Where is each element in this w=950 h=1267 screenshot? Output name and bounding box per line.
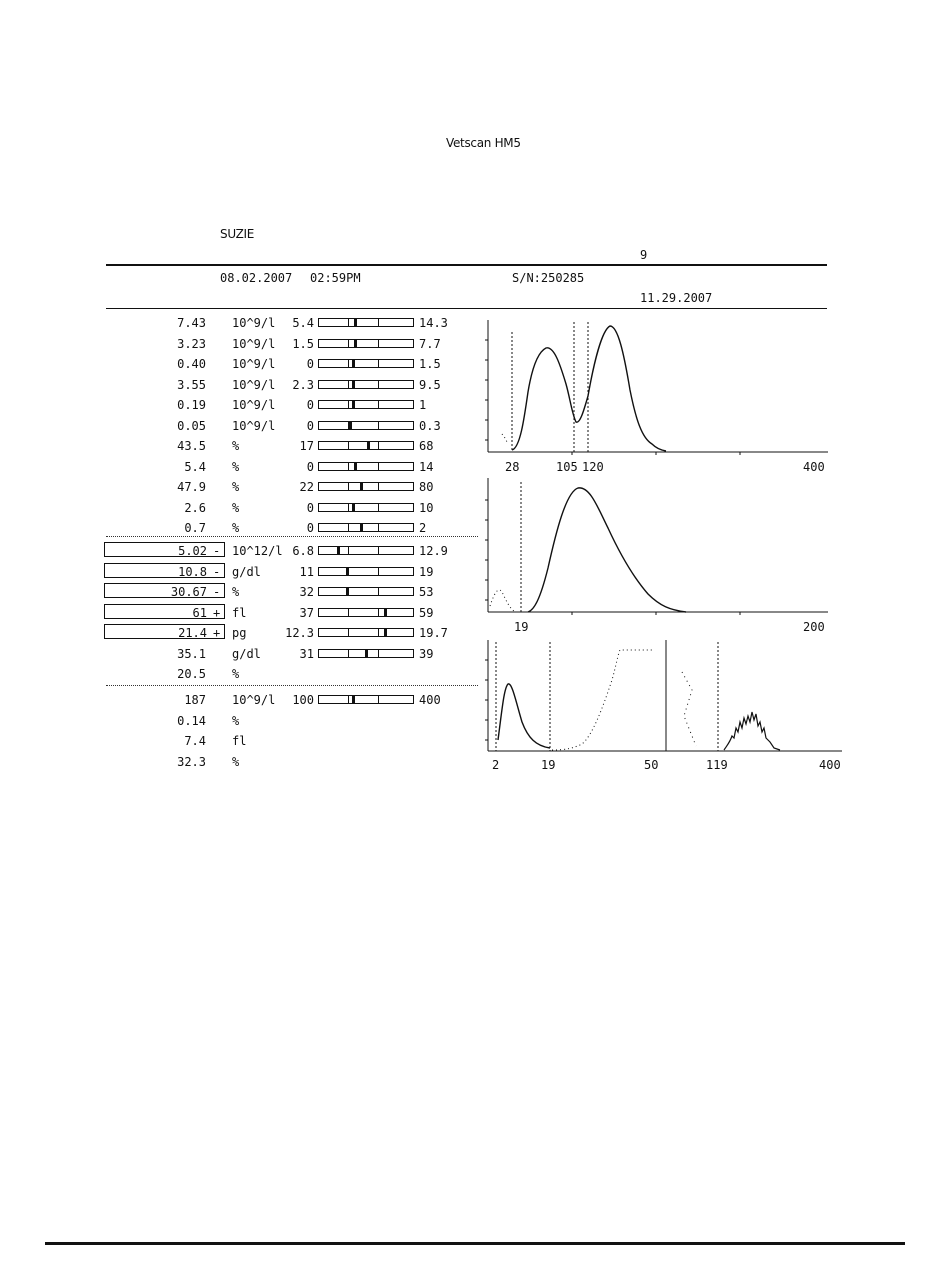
- range-marker: [360, 482, 363, 491]
- result-row: [0, 711, 470, 731]
- result-value: 0.7: [184, 521, 206, 535]
- range-bar: [318, 462, 414, 471]
- footer-rule: [45, 1242, 905, 1245]
- range-tick: [378, 422, 379, 429]
- range-low: 11: [299, 564, 314, 579]
- result-row: [0, 313, 470, 333]
- range-high: 2: [419, 521, 427, 535]
- result-unit: fl: [232, 605, 247, 620]
- range-marker: [354, 318, 357, 327]
- result-flag: -: [213, 585, 221, 599]
- result-row: [0, 375, 470, 395]
- range-marker: [346, 567, 349, 576]
- result-row: [0, 334, 470, 354]
- range-tick: [378, 463, 379, 470]
- result-unit: %: [232, 585, 240, 599]
- range-bar: [318, 482, 414, 491]
- range-tick: [348, 524, 349, 531]
- range-marker: [354, 339, 357, 348]
- result-unit: g/dl: [232, 646, 261, 661]
- range-bar: [318, 608, 414, 617]
- result-row: [0, 752, 470, 772]
- result-row: [0, 541, 470, 561]
- plt-tick-2: 2: [492, 758, 500, 772]
- range-tick: [378, 442, 379, 449]
- result-row: [0, 664, 470, 684]
- range-marker: [352, 380, 355, 389]
- result-unit: 10^9/l: [232, 377, 276, 392]
- range-high: 0.3: [419, 418, 441, 433]
- range-marker: [352, 503, 355, 512]
- range-tick: [378, 340, 379, 347]
- range-bar: [318, 628, 414, 637]
- result-row: [0, 623, 470, 643]
- result-value: 5.02: [178, 544, 207, 558]
- range-tick: [348, 340, 349, 347]
- range-tick: [378, 568, 379, 575]
- range-bar: [318, 318, 414, 327]
- result-row: [0, 457, 470, 477]
- result-value: 10.8: [178, 564, 207, 579]
- range-low: 0: [306, 398, 314, 412]
- range-tick: [378, 609, 379, 616]
- result-unit: 10^9/l: [232, 336, 276, 351]
- range-bar: [318, 523, 414, 532]
- range-low: 37: [299, 605, 314, 620]
- range-high: 1.5: [419, 357, 441, 371]
- result-value: 0.05: [177, 418, 206, 433]
- range-high: 19.7: [419, 626, 448, 640]
- range-tick: [348, 463, 349, 470]
- range-bar: [318, 546, 414, 555]
- range-high: 7.7: [419, 336, 441, 351]
- range-tick: [378, 588, 379, 595]
- result-row: [0, 395, 470, 415]
- range-low: 12.3: [285, 626, 314, 640]
- result-unit: %: [232, 521, 240, 535]
- range-tick: [378, 319, 379, 326]
- result-row: [0, 603, 470, 623]
- range-tick: [348, 381, 349, 388]
- range-bar: [318, 359, 414, 368]
- wbc-histogram: [485, 320, 828, 474]
- range-low: 6.8: [292, 544, 314, 558]
- range-tick: [378, 483, 379, 490]
- plt2-histogram: [666, 642, 842, 772]
- result-unit: pg: [232, 626, 247, 640]
- range-marker: [352, 695, 355, 704]
- rbc-tick-19: 19: [514, 620, 529, 634]
- result-unit: %: [232, 667, 240, 681]
- plt-tick-50: 50: [644, 758, 659, 772]
- range-bar: [318, 400, 414, 409]
- range-marker: [360, 523, 363, 532]
- result-row: [0, 731, 470, 751]
- range-tick: [348, 609, 349, 616]
- range-high: 10: [419, 500, 434, 515]
- result-unit: 10^9/l: [232, 418, 276, 433]
- result-flag: -: [213, 564, 221, 579]
- range-low: 0: [306, 357, 314, 371]
- result-value: 187: [184, 693, 206, 707]
- result-unit: 10^12/l: [232, 544, 283, 558]
- range-tick: [378, 524, 379, 531]
- result-value: 43.5: [177, 439, 206, 453]
- range-low: 0: [306, 521, 314, 535]
- result-unit: %: [232, 713, 240, 728]
- range-high: 53: [419, 585, 434, 599]
- plt2-tick-400: 400: [819, 758, 841, 772]
- group-divider: [106, 536, 478, 537]
- plt-tick-19: 19: [541, 758, 556, 772]
- range-marker: [384, 608, 387, 617]
- range-tick: [348, 442, 349, 449]
- result-value: 47.9: [177, 480, 206, 494]
- range-tick: [348, 650, 349, 657]
- range-low: 2.3: [292, 377, 314, 392]
- range-marker: [354, 462, 357, 471]
- range-marker: [365, 649, 368, 658]
- patient-name: SUZIE: [220, 227, 255, 241]
- range-high: 19: [419, 564, 434, 579]
- result-value: 0.40: [177, 357, 206, 371]
- plt-histogram: [485, 640, 666, 772]
- result-unit: 10^9/l: [232, 693, 276, 707]
- result-value: 20.5: [177, 667, 206, 681]
- range-bar: [318, 587, 414, 596]
- result-unit: 10^9/l: [232, 398, 276, 412]
- range-bar: [318, 567, 414, 576]
- result-unit: 10^9/l: [232, 316, 276, 330]
- result-value: 35.1: [177, 646, 206, 661]
- range-tick: [378, 547, 379, 554]
- range-high: 39: [419, 646, 434, 661]
- test-date: 08.02.2007: [220, 271, 293, 285]
- range-marker: [384, 628, 387, 637]
- range-low: 0: [306, 500, 314, 515]
- range-marker: [352, 359, 355, 368]
- results-table: [0, 0, 470, 800]
- range-low: 0: [306, 418, 314, 433]
- result-value: 0.14: [177, 713, 206, 728]
- result-row: [0, 477, 470, 497]
- result-value: 21.4: [178, 626, 207, 640]
- range-bar: [318, 339, 414, 348]
- result-value: 0.19: [177, 398, 206, 412]
- id-number: 9: [640, 248, 648, 262]
- range-bar: [318, 441, 414, 450]
- result-value: 61: [192, 605, 207, 620]
- result-unit: 10^9/l: [232, 357, 276, 371]
- result-unit: %: [232, 500, 240, 515]
- range-low: 17: [299, 439, 314, 453]
- wbc-tick-28: 28: [505, 460, 520, 474]
- result-row: [0, 436, 470, 456]
- result-value: 3.23: [177, 336, 206, 351]
- result-value: 7.43: [177, 316, 206, 330]
- result-row: [0, 690, 470, 710]
- result-row: [0, 518, 470, 538]
- range-low: 0: [306, 459, 314, 474]
- range-low: 22: [299, 480, 314, 494]
- range-high: 12.9: [419, 544, 448, 558]
- test-time: 02:59PM: [310, 271, 361, 285]
- range-tick: [348, 547, 349, 554]
- range-marker: [349, 421, 352, 430]
- wbc-tick-105: 105: [556, 460, 578, 474]
- result-value: 2.6: [184, 500, 206, 515]
- range-tick: [378, 629, 379, 636]
- result-unit: %: [232, 439, 240, 453]
- range-low: 5.4: [292, 316, 314, 330]
- result-row: [0, 582, 470, 602]
- result-unit: %: [232, 480, 240, 494]
- plt2-tick-119: 119: [706, 758, 728, 772]
- result-row: [0, 644, 470, 664]
- result-unit: %: [232, 459, 240, 474]
- group-divider: [106, 685, 478, 686]
- range-marker: [346, 587, 349, 596]
- range-low: 31: [299, 646, 314, 661]
- range-tick: [378, 650, 379, 657]
- range-tick: [348, 696, 349, 703]
- range-bar: [318, 649, 414, 658]
- range-high: 68: [419, 439, 434, 453]
- range-tick: [348, 504, 349, 511]
- histogram-panel: [470, 310, 850, 780]
- range-bar: [318, 421, 414, 430]
- range-tick: [378, 696, 379, 703]
- result-row: [0, 416, 470, 436]
- result-flag: +: [213, 605, 221, 620]
- rbc-histogram: [485, 478, 828, 634]
- range-marker: [337, 546, 340, 555]
- range-high: 14: [419, 459, 434, 474]
- device-title: Vetscan HM5: [446, 136, 521, 150]
- wbc-tick-120: 120: [582, 460, 604, 474]
- range-bar: [318, 503, 414, 512]
- range-tick: [378, 360, 379, 367]
- range-low: 100: [292, 693, 314, 707]
- range-marker: [352, 400, 355, 409]
- range-low: 1.5: [292, 336, 314, 351]
- range-tick: [348, 401, 349, 408]
- range-high: 400: [419, 693, 441, 707]
- range-tick: [348, 629, 349, 636]
- serial-number: S/N:250285: [512, 271, 585, 285]
- range-high: 1: [419, 398, 427, 412]
- result-unit: fl: [232, 734, 247, 748]
- result-unit: %: [232, 754, 240, 769]
- range-high: 14.3: [419, 316, 448, 330]
- result-value: 30.67: [170, 585, 207, 599]
- result-flag: +: [213, 626, 221, 640]
- result-row: [0, 562, 470, 582]
- range-tick: [348, 360, 349, 367]
- result-value: 5.4: [184, 459, 206, 474]
- result-value: 7.4: [184, 734, 206, 748]
- range-high: 59: [419, 605, 434, 620]
- range-low: 32: [299, 585, 314, 599]
- result-value: 3.55: [177, 377, 206, 392]
- result-row: [0, 498, 470, 518]
- range-tick: [348, 319, 349, 326]
- second-date: 11.29.2007: [640, 291, 713, 305]
- result-unit: g/dl: [232, 564, 261, 579]
- wbc-tick-400: 400: [803, 460, 825, 474]
- rbc-tick-200: 200: [803, 620, 825, 634]
- range-high: 9.5: [419, 377, 441, 392]
- range-tick: [348, 483, 349, 490]
- result-value: 32.3: [177, 754, 206, 769]
- range-marker: [367, 441, 370, 450]
- range-tick: [378, 381, 379, 388]
- range-bar: [318, 695, 414, 704]
- result-row: [0, 354, 470, 374]
- range-tick: [378, 504, 379, 511]
- result-flag: -: [213, 544, 221, 558]
- range-bar: [318, 380, 414, 389]
- range-high: 80: [419, 480, 434, 494]
- range-tick: [378, 401, 379, 408]
